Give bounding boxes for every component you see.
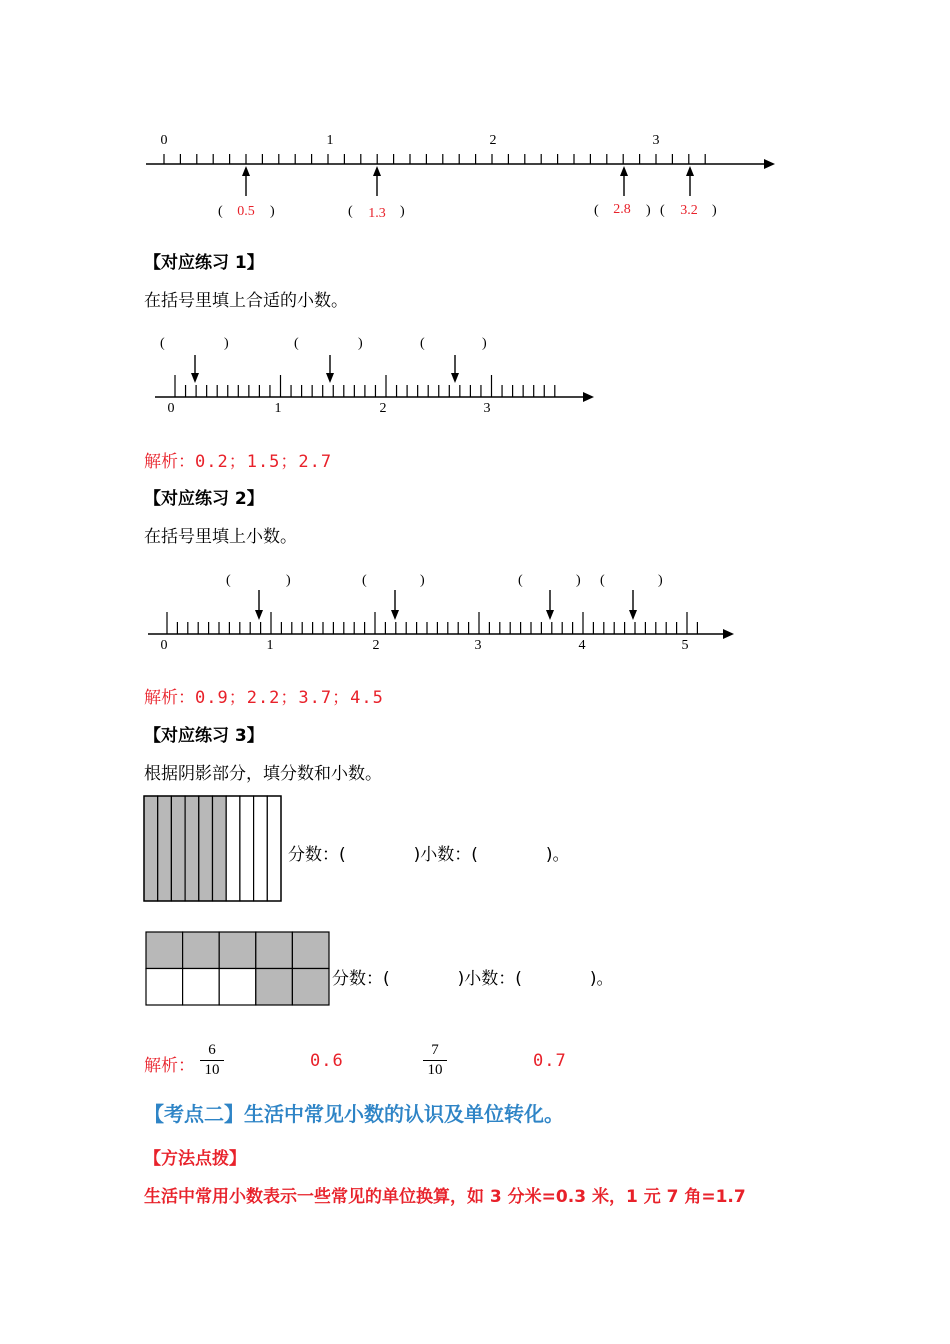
example-label-2: 2	[489, 133, 497, 148]
empty-cell	[219, 969, 256, 1006]
practice1-label-1: 1	[274, 401, 282, 416]
practice3-question1: 分数：( )小数：( )。	[288, 845, 570, 865]
paren-open: (	[294, 336, 299, 351]
empty-cell	[146, 969, 183, 1006]
paren-open: (	[600, 573, 605, 588]
answer-prefix: 解析：	[144, 452, 195, 472]
paren-close: )	[482, 336, 487, 351]
strip-figure	[143, 795, 283, 903]
fraction-answer-1	[200, 1042, 224, 1079]
section2-title: 【考点二】生活中常见小数的认识及单位转化。	[144, 1102, 564, 1126]
practice3-answer-prefix: 解析：	[144, 1056, 195, 1076]
paren-close: )	[712, 203, 717, 218]
shaded-cell	[219, 932, 256, 969]
practice2-label-0: 0	[160, 638, 168, 653]
shaded-strip	[171, 796, 185, 901]
shaded-strip	[185, 796, 199, 901]
paren-open: (	[160, 336, 165, 351]
shaded-cell	[183, 932, 220, 969]
shaded-cell	[256, 932, 293, 969]
paren-close: )	[400, 204, 405, 219]
empty-strip	[254, 796, 268, 901]
fraction-denominator: 10	[427, 1062, 443, 1078]
paren-close: )	[270, 204, 275, 219]
example-ticks	[164, 154, 705, 164]
shaded-strip	[213, 796, 227, 901]
practice1-answer	[144, 447, 332, 472]
method-title: 【方法点拨】	[144, 1149, 246, 1169]
answer-values: 0.9；2.2；3.7；4.5	[195, 688, 384, 708]
practice2-title: 【对应练习 2】	[144, 489, 264, 509]
grid-figure	[145, 931, 331, 1007]
strip-cells	[144, 796, 281, 901]
example-arrow-up-icon	[242, 166, 250, 196]
shaded-cell	[256, 969, 293, 1006]
practice2-label-5: 5	[681, 638, 689, 653]
paren-open: (	[362, 573, 367, 588]
decimal-value: 0.7	[533, 1051, 567, 1071]
practice2-instruction: 在括号里填上小数。	[144, 527, 297, 547]
grid-cells	[146, 932, 329, 1005]
example-label-0: 0	[160, 133, 168, 148]
practice2-axis-arrowhead	[723, 629, 734, 639]
answer-values: 0.2；1.5；2.7	[195, 452, 333, 472]
arrow-down-icon	[191, 355, 199, 383]
shaded-cell	[292, 932, 329, 969]
shaded-cell	[292, 969, 329, 1006]
empty-cell	[183, 969, 220, 1006]
paren-open: (	[660, 203, 665, 218]
paren-open: (	[518, 573, 523, 588]
practice2-answer	[144, 683, 384, 708]
example-answer-3: 2.8	[613, 202, 631, 217]
paren-close: )	[576, 573, 581, 588]
shaded-strip	[199, 796, 213, 901]
practice1-label-2: 2	[379, 401, 387, 416]
fraction-denominator: 10	[204, 1062, 220, 1078]
arrow-down-icon	[451, 355, 459, 383]
paren-close: )	[646, 203, 651, 218]
practice2-ticks	[167, 612, 697, 634]
arrow-down-icon	[391, 590, 399, 620]
paren-close: )	[358, 336, 363, 351]
arrow-down-icon	[255, 590, 263, 620]
practice1-title: 【对应练习 1】	[144, 253, 264, 273]
paren-close: )	[658, 573, 663, 588]
example-number-line	[0, 120, 950, 230]
practice2-number-line	[0, 562, 950, 662]
decimal-answer-2	[533, 1051, 567, 1071]
practice3-instruction: 根据阴影部分，填分数和小数。	[144, 764, 382, 784]
practice3-title: 【对应练习 3】	[144, 726, 264, 746]
empty-strip	[267, 796, 281, 901]
example-label-1: 1	[326, 133, 334, 148]
practice3-question2: 分数：( )小数：( )。	[332, 969, 614, 989]
paren-open: (	[420, 336, 425, 351]
arrow-down-icon	[326, 355, 334, 383]
example-label-3: 3	[652, 133, 660, 148]
practice1-instruction: 在括号里填上合适的小数。	[144, 291, 348, 311]
example-answer-4: 3.2	[680, 203, 698, 218]
practice1-number-line	[0, 325, 950, 425]
shaded-cell	[146, 932, 183, 969]
empty-strip	[240, 796, 254, 901]
paren-open: (	[348, 204, 353, 219]
example-arrow-up-icon	[373, 166, 381, 196]
paren-open: (	[594, 203, 599, 218]
example-arrow-up-icon	[620, 166, 628, 196]
paren-open: (	[226, 573, 231, 588]
practice1-ticks	[175, 375, 555, 397]
empty-strip	[226, 796, 240, 901]
shaded-strip	[158, 796, 172, 901]
fraction-answer-2	[423, 1042, 447, 1079]
fraction-bar	[200, 1060, 224, 1061]
practice2-label-1: 1	[266, 638, 274, 653]
arrow-down-icon	[629, 590, 637, 620]
decimal-value: 0.6	[310, 1051, 344, 1071]
arrow-down-icon	[546, 590, 554, 620]
practice2-label-3: 3	[474, 638, 482, 653]
practice1-label-0: 0	[167, 401, 175, 416]
paren-close: )	[420, 573, 425, 588]
paren-close: )	[224, 336, 229, 351]
answer-prefix: 解析：	[144, 688, 195, 708]
practice1-label-3: 3	[483, 401, 491, 416]
example-answer-1: 0.5	[237, 204, 255, 219]
paren-close: )	[286, 573, 291, 588]
method-text: 生活中常用小数表示一些常见的单位换算，如 3 分米=0.3 米，1 元 7 角=1.7	[144, 1187, 746, 1207]
example-axis-arrowhead	[764, 159, 775, 169]
shaded-strip	[144, 796, 158, 901]
example-answer-2: 1.3	[368, 206, 386, 221]
practice2-label-4: 4	[578, 638, 586, 653]
practice2-label-2: 2	[372, 638, 380, 653]
decimal-answer-1	[310, 1051, 344, 1071]
fraction-numerator: 7	[431, 1042, 439, 1058]
practice1-axis-arrowhead	[583, 392, 594, 402]
example-arrow-up-icon	[686, 166, 694, 196]
paren-open: (	[218, 204, 223, 219]
fraction-bar	[423, 1060, 447, 1061]
fraction-numerator: 6	[208, 1042, 216, 1058]
